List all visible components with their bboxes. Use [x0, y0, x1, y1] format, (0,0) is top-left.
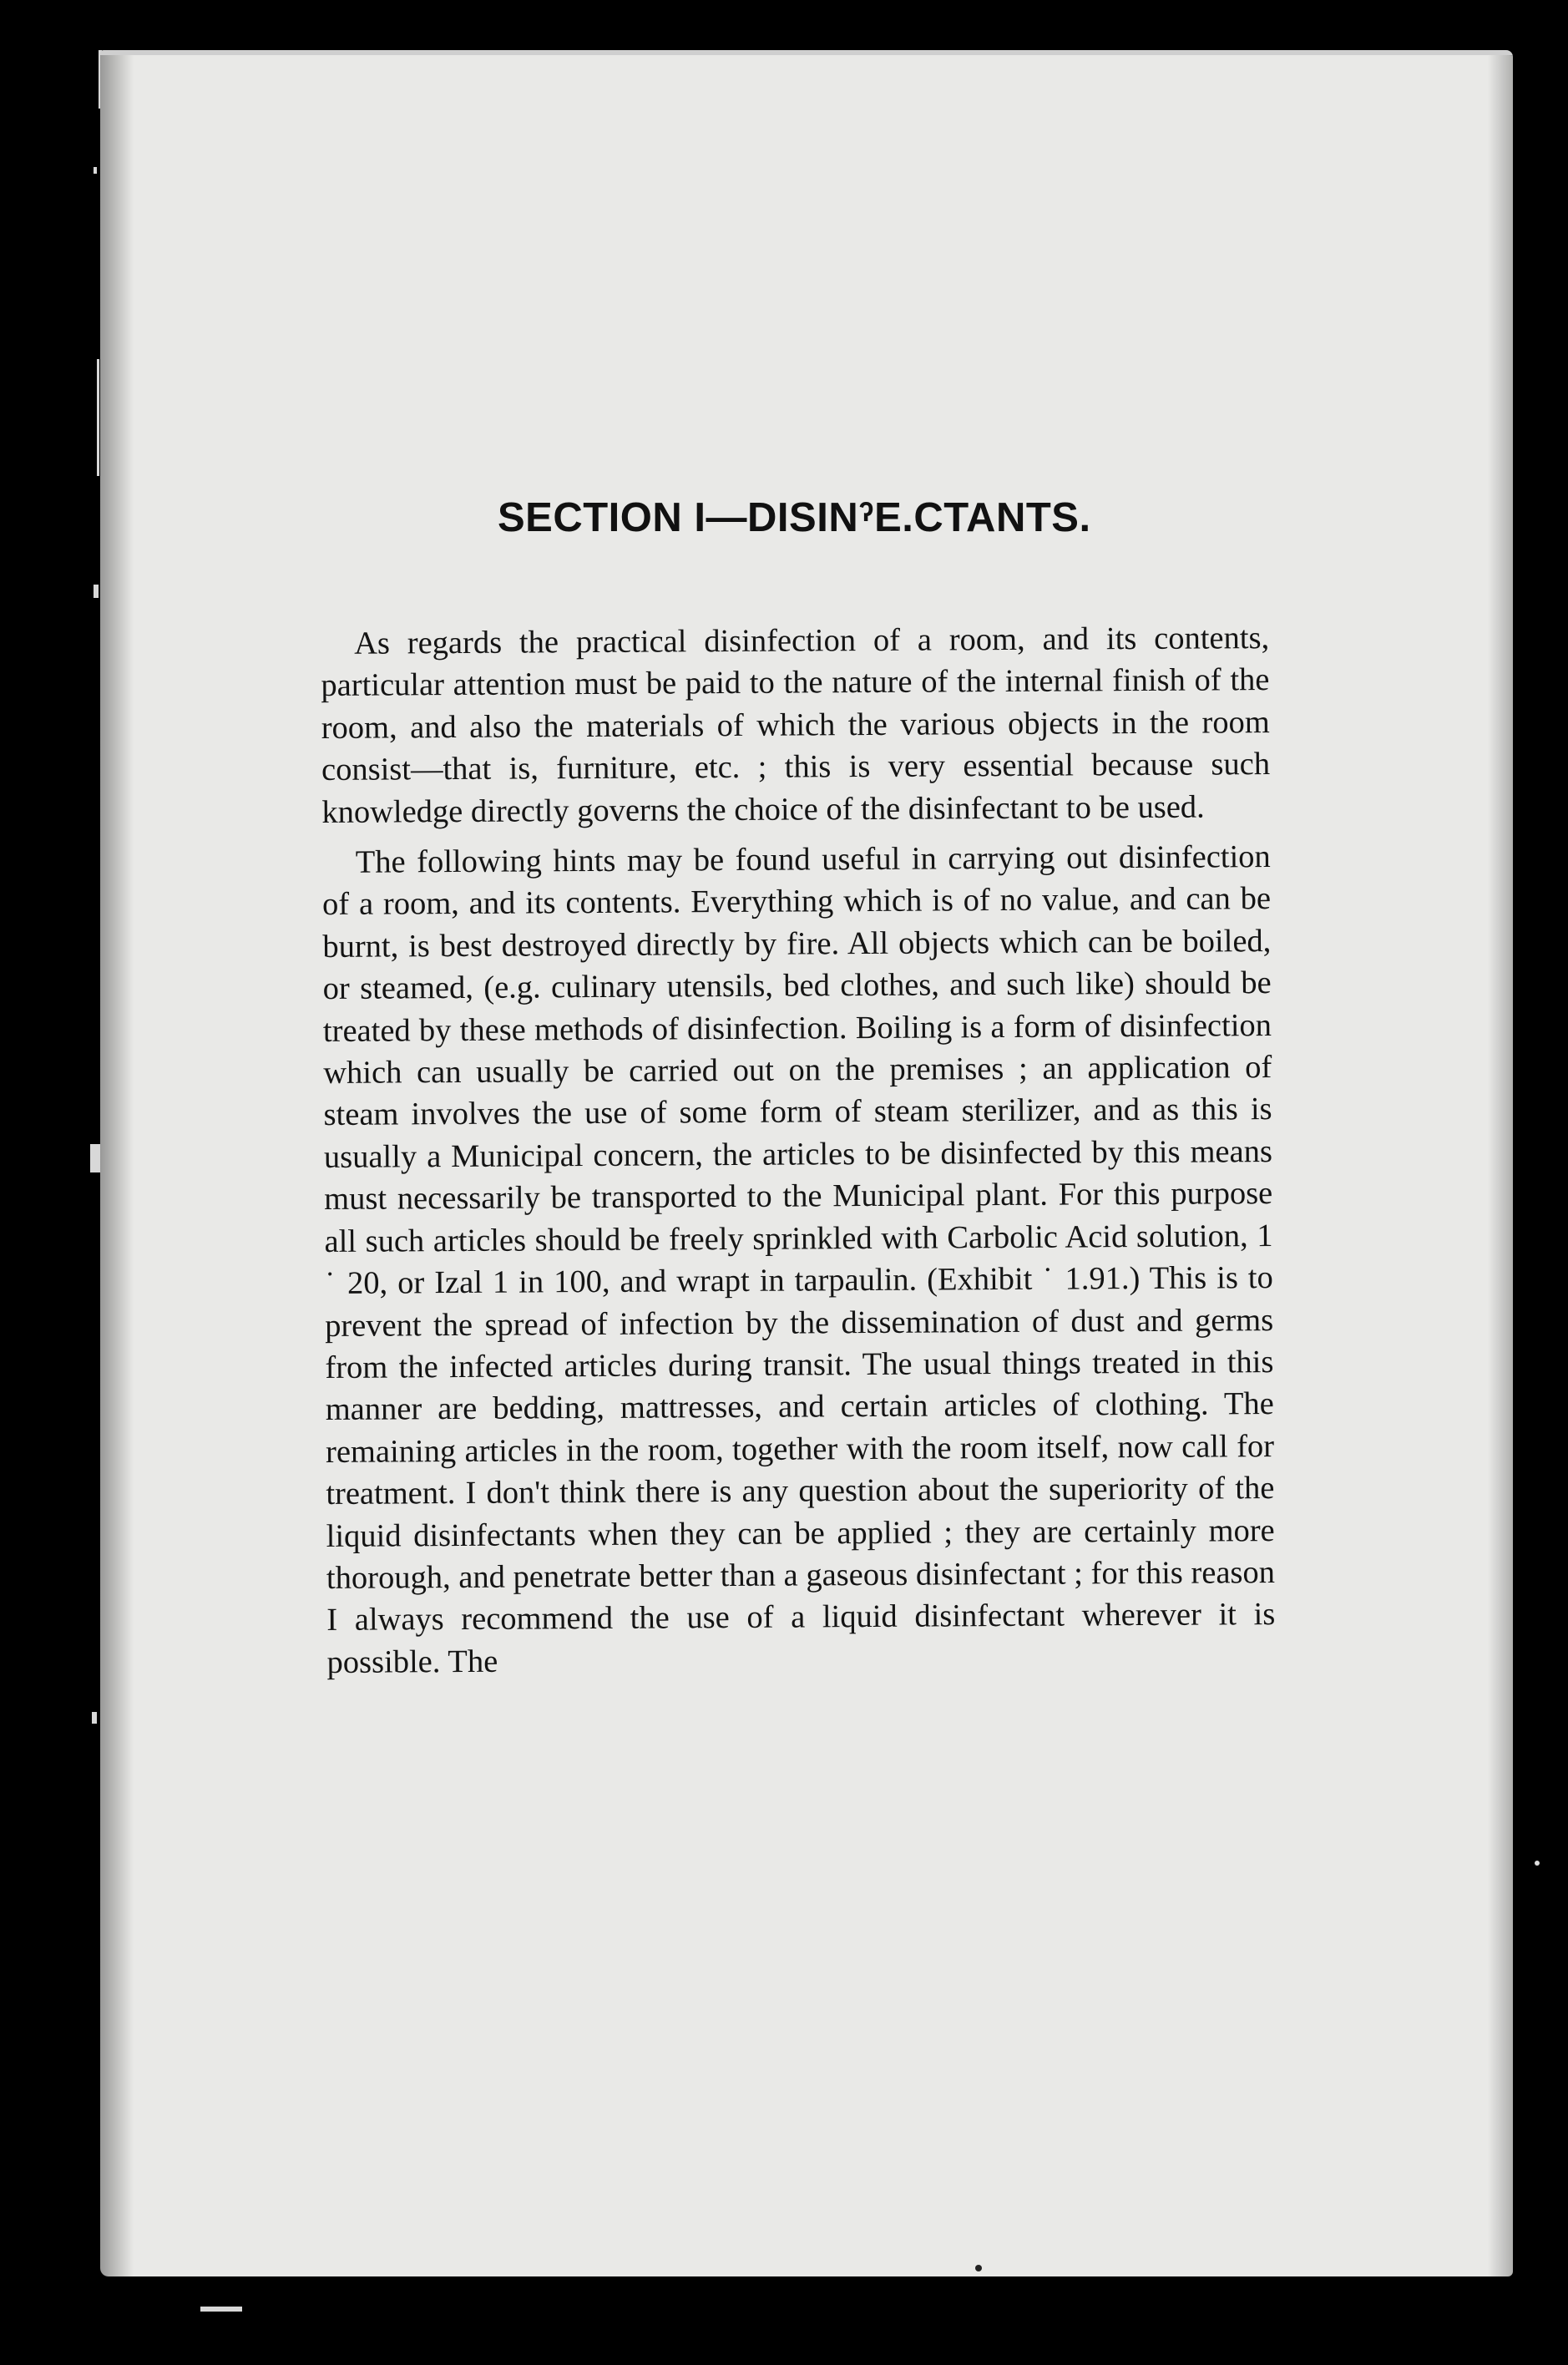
paragraph: The following hints may be found useful in carrying out disinfection of a room, and its contents. Everything which is of no value, and can be burnt, is best destroyed directly by fire. All objects which can be boiled, or steamed, (e.g. culinary utensils, bed clothes, and such like) should be treated by these methods of disinfection. Boiling is a form of disinfection which can usually be carried out on the premises ; an application of steam involves the use of some form of steam sterilizer, and as this is usually a Municipal concern, the articles to be disinfected by this means must necessarily be transported to the Municipal plant. For this purpose all such articles should be freely sprinkled with Carbolic Acid solution, 1 ˙ 20, or Izal 1 in 100, and wrapt in tarpaulin. (Exhibit ˙ 1.91.) This is to prevent the spread of infection by the dissemination of dust and germs from the infected articles during transit. The usual things treated in this manner are bedding, mattresses, and certain articles of clothing. The remaining articles in the room, together with the room itself, now call for treatment. I don't think there is any question about the superiority of the liquid disinfectants when they can be applied ; they are certainly more thorough, and penetrate better than a gaseous disinfectant ; for this reason I always recommend the use of a liquid disinfectant wherever it is possible. The — [321, 839, 1276, 1680]
body-text — [321, 617, 1276, 1684]
section-heading: SECTION I—DISINˀE.CTANTS. — [498, 495, 1091, 540]
scan-edge-mark — [97, 359, 99, 476]
scan-edge-mark — [90, 1144, 100, 1172]
scan-edge-mark — [94, 585, 99, 598]
scan-edge-mark — [92, 1712, 97, 1724]
scan-edge-mark — [200, 2307, 242, 2312]
speck-mark — [1535, 1861, 1540, 1866]
scan-edge-mark — [94, 167, 97, 174]
speck-mark — [975, 2265, 982, 2271]
paragraph: As regards the practical disinfection of a room, and its contents, particular attention must be paid to the nature of the internal finish of the room, and also the materials of which the various objects in the room consist—that is, furniture, etc. ; this is very essential because such knowledge directly governs the choice of the disinfectant to be used. — [321, 620, 1271, 830]
